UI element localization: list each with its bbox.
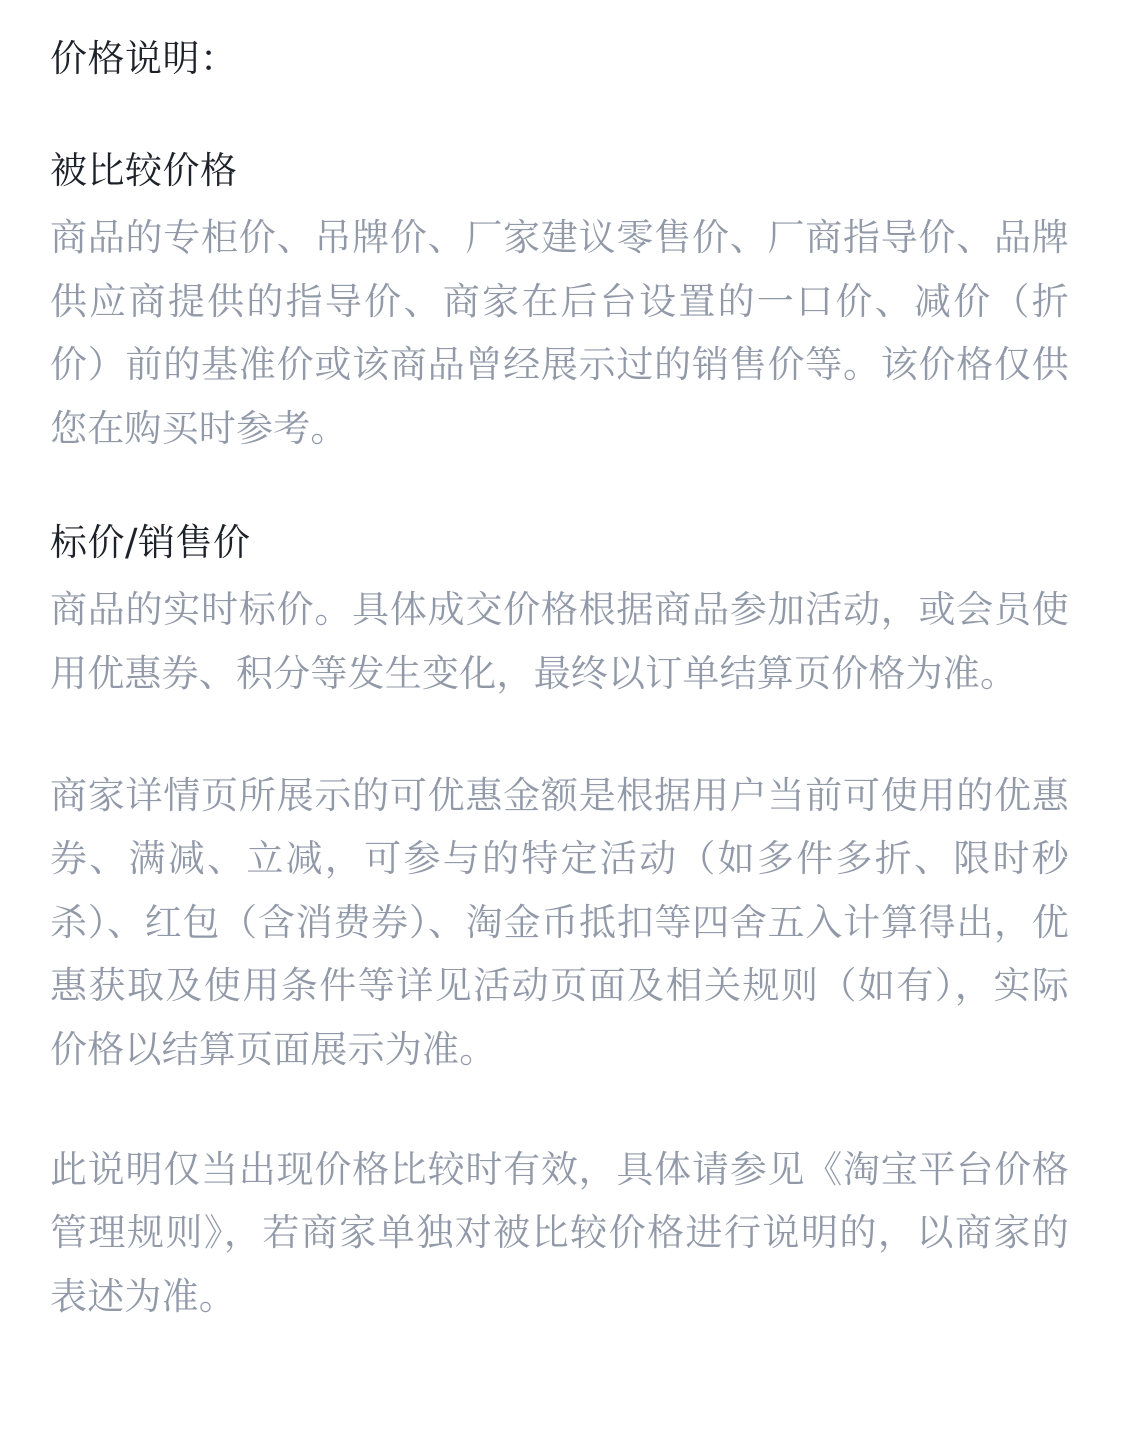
paragraph-text: 此说明仅当出现价格比较时有效，具体请参见《淘宝平台价格管理规则》，若商家单独对被比较价格进行说明的，以商家的表述为准。 <box>50 1147 1069 1318</box>
section-compared-price <box>50 146 1069 460</box>
paragraph-text: 商家详情页所展示的可优惠金额是根据用户当前可使用的优惠券、满减、立减，可参与的特定活动（如多件多折、限时秒杀）、红包（含消费券）、淘金币抵扣等四舍五入计算得出，优惠获取及使用条件等详见活动页面及相关规则（如有），实际价格以结算页面展示为准。 <box>50 773 1069 1072</box>
section-heading-list-price: 标价/销售价 <box>50 521 251 565</box>
section-list-price <box>50 518 1069 705</box>
section-heading-compared-price: 被比较价格 <box>50 148 238 192</box>
paragraph-disclaimer <box>50 1138 1069 1329</box>
section-body-compared-price: 商品的专柜价、吊牌价、厂家建议零售价、厂商指导价、品牌供应商提供的指导价、商家在后台设置的一口价、减价（折价）前的基准价或该商品曾经展示过的销售价等。该价格仅供您在购买时参考。 <box>50 215 1069 450</box>
page-title: 价格说明： <box>50 37 238 80</box>
section-body-list-price: 商品的实时标价。具体成交价格根据商品参加活动，或会员使用优惠券、积分等发生变化，最终以订单结算页价格为准。 <box>50 588 1069 695</box>
paragraph-discount-calculation <box>50 764 1069 1082</box>
